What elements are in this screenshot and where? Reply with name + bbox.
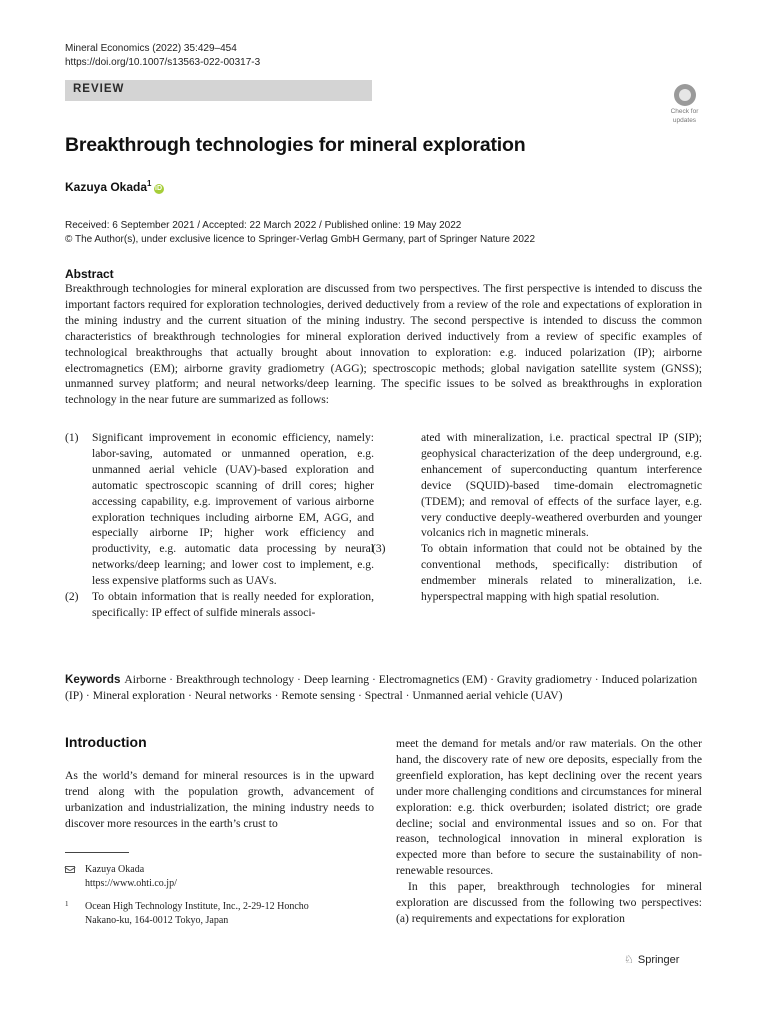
publisher-name: Springer [637, 954, 680, 966]
list-item-text: To obtain information that is really needed for exploration, specifically: IP effect of sulfide minerals associ- [92, 590, 374, 619]
publication-dates: Received: 6 September 2021 / Accepted: 22 March 2022 / Published online: 19 May 2022 [65, 220, 462, 231]
check-badge-line2: updates [672, 117, 697, 124]
envelope-icon [65, 866, 75, 873]
affiliation-line: Ocean High Technology Institute, Inc., 2-29-12 Honcho [85, 901, 309, 912]
check-for-updates-badge[interactable] [667, 84, 702, 124]
list-item-number: (1) [65, 431, 79, 444]
list-item [65, 430, 374, 589]
footnote-divider [65, 852, 129, 853]
doi-link[interactable]: https://doi.org/10.1007/s13563-022-00317-3 [65, 56, 261, 68]
affiliation-note [65, 900, 374, 927]
abstract-list-right-column [372, 430, 702, 605]
introduction-text-left: As the world’s demand for mineral resources is in the upward trend along with the population growth, advancement of urbanization and industrialization, the mining industry needs to discover more resources in the earth’s crust to [65, 769, 374, 830]
introduction-paragraph: In this paper, breakthrough technologies for mineral exploration are discussed from the following two perspectives: (a) requirements and expectations for exploration [396, 880, 702, 925]
affiliation-mark: 1 [65, 900, 69, 908]
list-item-text: To obtain information that could not be obtained by the conventional methods, specifically: distribution of endmember minerals related to mineralization, i.e. hyperspectral mapping with high spatial resolution. [421, 542, 702, 604]
footnotes [65, 863, 374, 927]
list-item [65, 589, 374, 621]
section-label: REVIEW [73, 83, 125, 95]
publisher-footer [624, 953, 679, 966]
check-updates-icon [674, 84, 696, 106]
list-item-text: ated with mineralization, i.e. practical spectral IP (SIP); geophysical characterization of the deep underground, e.g. enhancement of superconducting quantum interference device (SQUID)-based time-domain electromagnetic (TDEM); and removal of effects of the surface layer, e.g. very conductive deeply-weathered overburden and younger volcanics rich in magnetic minerals. [421, 431, 702, 540]
article-dates [65, 219, 535, 246]
copyright-line: © The Author(s), under exclusive licence to Springer-Verlag GmbH Germany, part of Springer Nature 2022 [65, 233, 535, 245]
abstract-heading: Abstract [65, 267, 114, 281]
author-affiliation-mark: 1 [147, 179, 152, 188]
keywords [65, 672, 702, 704]
contact-url[interactable]: https://www.ohti.co.jp/ [85, 877, 177, 889]
journal-meta [65, 42, 260, 69]
list-item-number: (2) [65, 590, 79, 604]
list-item [372, 541, 702, 605]
keywords-label: Keywords [65, 673, 121, 686]
author-line [65, 179, 164, 194]
check-badge-line1: Check for [670, 108, 699, 115]
section-label-bar [65, 80, 372, 101]
abstract-text: Breakthrough technologies for mineral exploration are discussed from two perspectives. The first perspective is intended to discuss the important factors required for exploration technologies, derived deductively from a review of the role and expectations of exploration in the mining industry and the current situation of the mining industry. The second perspective is intended to discuss the common characteristics of breakthrough technologies for mineral exploration derived inductively from a review of specific examples of technological breakthroughs that actually brought about innovation to exploration: e.g. induced polarization (IP); airborne electromagnetics (EM); airborne gravity gradiometry (AGG); spectroscopic methods; global navigation satellite system (GNSS); unmanned survey platform; and neural networks/deep learning. The specific issues to be solved as breakthroughs in exploration technology in the near future are summarized as follows: [65, 282, 702, 407]
list-item-number: (3) [372, 542, 386, 556]
list-item-continuation [396, 430, 702, 541]
orcid-icon[interactable]: iD [155, 185, 162, 192]
introduction-paragraph: meet the demand for metals and/or raw materials. On the other hand, the discovery rate of new ore deposits, especially from the greenfield exploration, has kept declining over the recent years under more challenging conditions and circumstances for mineral exploration: e.g. thick overburden; isolated district; ore grade decline; social and environmental issues and so on. For that reason, technological innovation in mineral exploration is expected more than before to secure the sustainability of non-renewable resources. [396, 737, 702, 878]
affiliation-line: Nakano-ku, 164-0012 Tokyo, Japan [85, 914, 229, 926]
keywords-text: Airborne · Breakthrough technology · Deep learning · Electromagnetics (EM) · Gravity gradiometry · Induced polarization (IP) · Mineral exploration · Neural networks · Remote sensing · Spectral · Unmanned aerial vehicle (UAV) [65, 673, 698, 702]
author-name[interactable]: Kazuya Okada [65, 180, 148, 194]
introduction-text-right [396, 736, 702, 927]
list-item-text: Significant improvement in economic efficiency, namely: labor-saving, automated or unmanned operation, e.g. unmanned aerial vehicle (UAV)-based exploration and automatic spectroscopic scanning of drill cores; higher accessing capability, e.g. improvement of various airborne exploration techniques including airborne EM, AGG, and especially airborne IP; higher work efficiency and productivity, e.g. automatic data processing by neural networks/deep learning; and lower cost to implement, e.g. less expensive platforms such as UAVs. [92, 431, 374, 588]
corresponding-author-note [65, 863, 374, 890]
springer-logo-icon: ♘ [624, 954, 634, 966]
journal-citation: Mineral Economics (2022) 35:429–454 [65, 43, 237, 54]
contact-name: Kazuya Okada [85, 864, 145, 875]
introduction-heading: Introduction [65, 734, 147, 750]
abstract-list-left-column [65, 430, 374, 621]
article-title: Breakthrough technologies for mineral exploration [65, 134, 526, 156]
